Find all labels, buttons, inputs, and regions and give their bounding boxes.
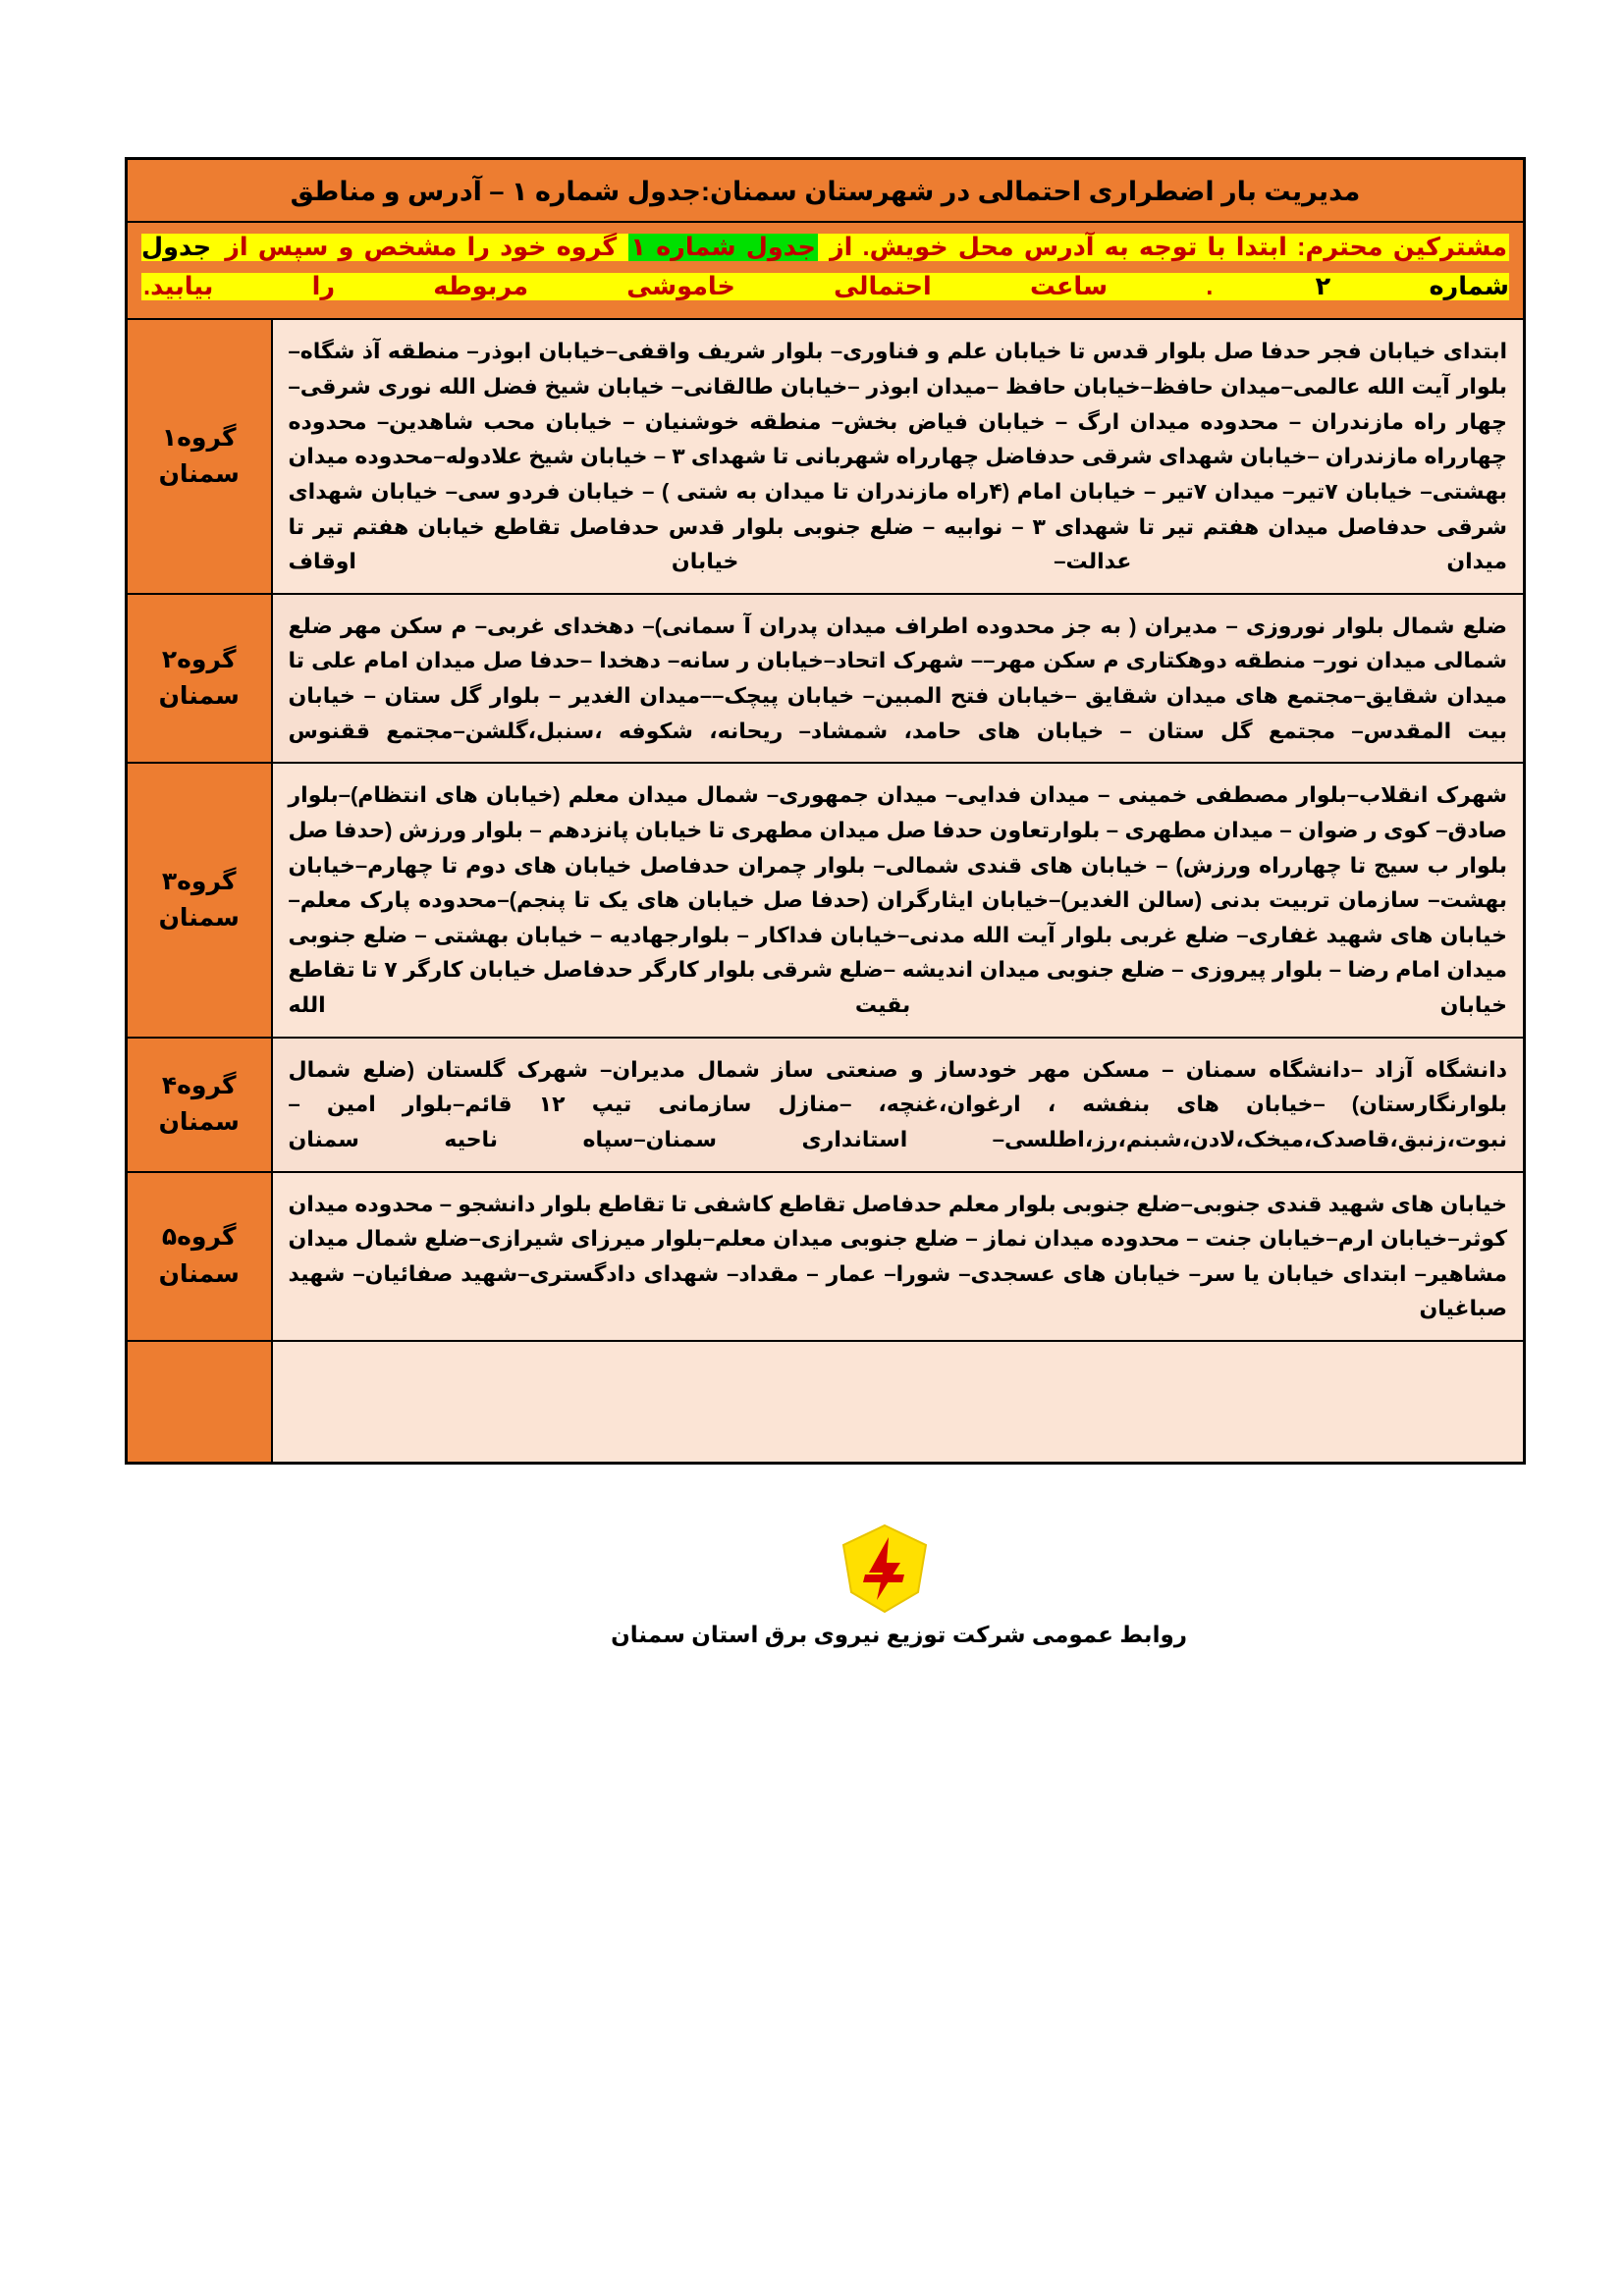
empty-group-cell	[126, 1341, 271, 1464]
group-label	[126, 763, 271, 1037]
table-filler-row	[126, 1341, 1524, 1464]
group-label	[126, 1038, 271, 1172]
group-name: گروه۵	[161, 1223, 237, 1252]
group-name: گروه۱	[161, 423, 237, 452]
group-city: سمنان	[158, 1259, 240, 1288]
table-row	[126, 1038, 1524, 1172]
document-footer	[113, 1523, 1511, 1671]
page-title: مدیریت بار اضطراری احتمالی در شهرستان سمنان:جدول شماره ۱ – آدرس و مناطق	[290, 177, 1361, 206]
outage-schedule-table	[125, 157, 1526, 1465]
table-row	[126, 1172, 1524, 1342]
notice-highlight-table-2: جدول شماره ۲	[140, 234, 1509, 300]
footer-credit: روابط عمومی شرکت توزیع نیروی برق استان سمنان	[611, 1622, 1187, 1648]
notice-part-3: گروه خود را مشخص و سپس از	[215, 234, 627, 262]
table-row	[126, 763, 1524, 1037]
group-description: خیابان های شهید قندی جنوبی–ضلع جنوبی بلوار معلم حدفاصل تقاطع کاشفی تا تقاطع بلوار دانشجو – محدوده میدان کوثر–خیابان ارم–خیابان جنت – محدوده میدان نماز – ضلع جنوبی میدان معلم–بلوار میرزای شیرازی–ضلع شمال میدان مشاهیر– ابتدای خیابان یا سر– خیابان های عسجدی– شورا– عمار – مقداد– شهدای دادگستری–شهید صفائیان– شهید صباغیان	[272, 1172, 1525, 1342]
table-notice-row	[126, 222, 1524, 319]
table-row	[126, 319, 1524, 593]
table-title-row	[126, 159, 1524, 223]
group-name: گروه۴	[161, 1071, 237, 1099]
group-description: شهرک انقلاب–بلوار مصطفی خمینی – میدان فدایی– میدان جمهوری– شمال میدان معلم (خیابان های انتظام)–بلوار صادق– کوی ر ضوان – میدان مطهری – بلوارتعاون حدفا صل میدان مطهری تا خیابان پانزدهم – بلوار ورزش (حدفا صل بلوار ب سیج تا چهارراه ورزش) – خیابان های قندی شمالی– بلوار چمران حدفاصل خیابان های دوم تا چهارم–خیابان بهشت– سازمان تربیت بدنی (سالن الغدیر)–خیابان ایثارگران (حدفا صل خیابان های یک تا پنجم)–محدوده پارک معلم–خیابان های شهید غفاری– ضلع غربی بلوار آیت الله مدنی–خیابان فداکار – بلوارجهادیه – خیابان بهشتی – ضلع جنوبی میدان امام رضا – بلوار پیروزی – ضلع جنوبی میدان اندیشه –ضلع شرقی بلوار کارگر حدفاصل خیابان کارگر ۷ تا تقاطع خیابان بقیت الله	[272, 763, 1525, 1037]
group-description: ضلع شمال بلوار نوروزی – مدیران ( به جز محدوده اطراف میدان پدران آ سمانی)– دهخدای غربی– م سکن مهر ضلع شمالی میدان نور– منطقه دوهکتاری م سکن مهر–– شهرک اتحاد–خیابان ر سانه– دهخدا –حدفا صل میدان امام علی تا میدان شقایق–مجتمع های میدان شقایق –خیابان فتح المبین– خیابان پیچک––میدان الغدیر – بلوار گل ستان – خیابان بیت المقدس– مجتمع گل ستان – خیابان های حامد، شمشاد– ریحانه، شکوفه ،سنبل،گلشن–مجتمع ققنوس	[272, 594, 1525, 764]
group-label	[126, 1172, 271, 1342]
group-label	[126, 594, 271, 764]
group-city: سمنان	[158, 904, 240, 933]
group-name: گروه۲	[161, 645, 237, 673]
group-city: سمنان	[158, 682, 240, 711]
electricity-company-logo	[839, 1523, 930, 1614]
group-city: سمنان	[158, 460, 240, 489]
notice-highlight-table-1: جدول شماره ۱	[630, 234, 816, 262]
group-city: سمنان	[158, 1108, 240, 1137]
table-title-cell	[126, 159, 1524, 223]
lightning-bolt-icon	[839, 1523, 930, 1614]
group-description: دانشگاه آزاد –دانشگاه سمنان – مسکن مهر خودساز و صنعتی ساز شمال مدیران– شهرک گلستان (ضلع شمال بلوارنگارستان) –خیابان های بنفشه ، ارغوان،غنچه، –منازل سازمانی تیپ ۱۲ قائم–بلوار امین – نبوت،زنبق،قاصدک،میخک،لادن،شبنم،رز،اطلسی– استانداری سمنان–سپاه ناحیه سمنان	[272, 1038, 1525, 1172]
notice-part-5: . ساعت احتمالی خاموشی مربوطه را بیابید.	[142, 272, 1312, 300]
notice-part-1: مشترکین محترم: ابتدا با توجه به آدرس محل خویش. از	[819, 234, 1507, 262]
table-row	[126, 594, 1524, 764]
table-notice-cell	[126, 222, 1524, 319]
notice-text	[141, 229, 1509, 306]
empty-description-cell	[272, 1341, 1525, 1464]
group-description: ابتدای خیابان فجر حدفا صل بلوار قدس تا خیابان علم و فناوری– بلوار شریف واقفی–خیابان ابوذر– منطقه آذ شگاه– بلوار آیت الله عالمی–میدان حافظ–خیابان حافظ –میدان ابوذر –خیابان طالقانی– خیابان شیخ فضل الله نوری شرقی– چهار راه مازندران – محدوده میدان ارگ – خیابان فیاض بخش– منطقه خوشنیان – خیابان محب شاهدین– محدوده چهارراه مازندران –خیابان شهدای شرقی حدفاضل چهارراه شهربانی تا شهدای ۳ – خیابان شیخ علادوله–محدوده میدان بهشتی– خیابان ۷تیر– میدان ۷تیر – خیابان امام (۴راه مازندران تا میدان به شتی ) – خیابان فردو سی– خیابان شهدای شرقی حدفاصل میدان هفتم تیر تا شهدای ۳ – نوابیه – ضلع جنوبی بلوار قدس حدفاصل تقاطع خیابان هفتم تیر تا میدان عدالت– خیابان اوقاف	[272, 319, 1525, 593]
group-name: گروه۳	[161, 867, 237, 895]
group-label	[126, 319, 271, 593]
